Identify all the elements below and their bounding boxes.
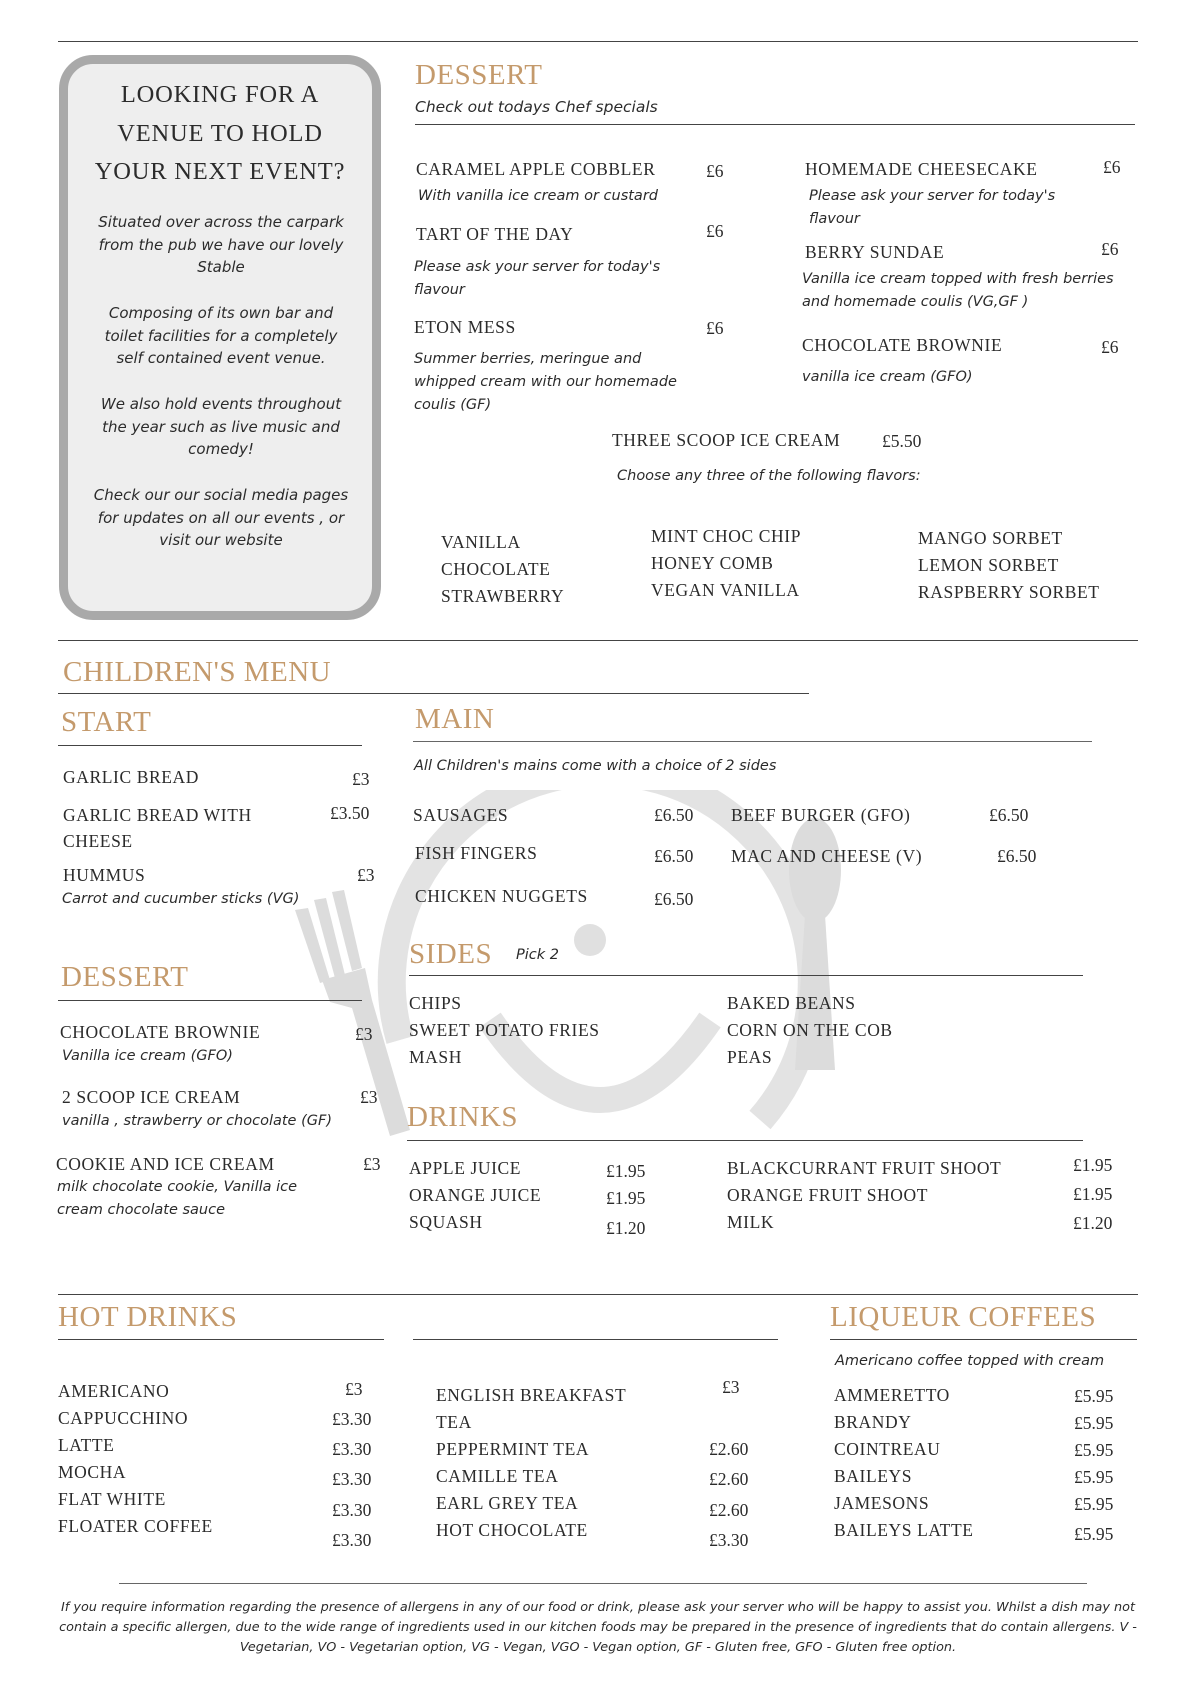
coffee-price: £3.30	[332, 1439, 372, 1459]
menu-item-name: FISH FINGERS	[415, 843, 538, 863]
tea-price: £2.60	[709, 1439, 749, 1459]
menu-item-desc: Vanilla ice cream topped with fresh berries and homemade coulis (VG,GF )	[802, 271, 1114, 310]
hot-drinks-heading: HOT DRINKS	[58, 1301, 238, 1333]
menu-item-price: £3	[355, 1024, 373, 1044]
tea-price: £2.60	[709, 1469, 749, 1489]
sides-list: BAKED BEANS CORN ON THE COB PEAS	[727, 993, 893, 1067]
start-heading: START	[61, 706, 152, 738]
top-divider	[58, 41, 1138, 42]
drinks-divider	[407, 1140, 1083, 1141]
menu-item-name: MAC AND CHEESE (V)	[731, 846, 923, 866]
flavor-list: MANGO SORBET LEMON SORBET RASPBERRY SORBET	[918, 528, 1100, 602]
menu-item-price: £3.50	[330, 803, 370, 823]
menu-item-price: £6.50	[654, 805, 694, 825]
flavor-list: VANILLA CHOCOLATE STRAWBERRY	[441, 532, 565, 606]
coffee-price: £3.30	[332, 1530, 372, 1550]
menu-item-name: GARLIC BREAD	[63, 767, 200, 787]
menu-item-price: £6.50	[989, 805, 1029, 825]
childrens-menu-heading: CHILDREN'S MENU	[63, 656, 332, 688]
coffee-price: £3.30	[332, 1469, 372, 1489]
menu-item-desc: milk chocolate cookie, Vanilla ice cream chocolate sauce	[57, 1179, 298, 1218]
venue-box-paragraph: Composing of its own bar and toilet facilities for a completely self contained event venue.	[104, 304, 338, 367]
coffee-price: £3.30	[332, 1500, 372, 1520]
menu-item-name: SAUSAGES	[413, 805, 509, 825]
menu-item-name: COOKIE AND ICE CREAM	[56, 1154, 275, 1174]
liqueur-prices: £5.95 £5.95 £5.95 £5.95 £5.95 £5.95	[1074, 1386, 1114, 1544]
menu-item-name: CARAMEL APPLE COBBLER	[416, 159, 656, 179]
menu-item-price: £6	[706, 161, 724, 181]
venue-box-paragraph: Check our our social media pages for updates on all our events , or visit our website	[93, 486, 349, 549]
menu-item-price: £6.50	[654, 889, 694, 909]
childrens-dessert-heading: DESSERT	[61, 961, 189, 993]
menu-item-desc: vanilla ice cream (GFO)	[802, 369, 973, 385]
menu-item-desc: Summer berries, meringue and whipped cream with our homemade coulis (GF)	[414, 351, 677, 413]
venue-box-paragraph: Situated over across the carpark from the pub we have our lovely Stable	[98, 213, 344, 276]
sides-heading: SIDES	[409, 938, 493, 970]
liqueur-subtitle: Americano coffee topped with cream	[835, 1353, 1105, 1369]
menu-item-name: CHICKEN NUGGETS	[415, 886, 588, 906]
venue-box-title: LOOKING FOR A VENUE TO HOLD YOUR NEXT EVENT?	[94, 81, 346, 185]
menu-item-price: £6.50	[997, 846, 1037, 866]
sides-list: CHIPS SWEET POTATO FRIES MASH	[409, 993, 600, 1067]
tea-divider	[413, 1339, 778, 1340]
menu-item-price: £6	[1103, 157, 1121, 177]
childrens-divider	[58, 693, 809, 694]
footer-divider	[119, 1583, 1087, 1584]
tea-price: £3	[722, 1377, 740, 1397]
flavor-list: MINT CHOC CHIP HONEY COMB VEGAN VANILLA	[651, 526, 802, 600]
dessert-subtitle: Check out todays Chef specials	[415, 98, 658, 116]
menu-item-price: £6.50	[654, 846, 694, 866]
menu-item-price: £6	[706, 318, 724, 338]
menu-item-price: £6	[1101, 239, 1119, 259]
menu-item-desc: Vanilla ice cream (GFO)	[62, 1048, 233, 1064]
liqueur-divider	[830, 1339, 1137, 1340]
menu-item-price: £3	[352, 769, 370, 789]
menu-item-name: 2 SCOOP ICE CREAM	[62, 1087, 241, 1107]
tea-price: £2.60	[709, 1500, 749, 1520]
drinks-list: APPLE JUICE ORANGE JUICE SQUASH	[409, 1158, 542, 1232]
coffee-price: £3.30	[332, 1409, 372, 1429]
main-divider	[413, 741, 1092, 742]
sides-note: Pick 2	[516, 947, 559, 963]
drinks-prices: £1.95 £1.95 £1.20	[606, 1161, 646, 1238]
menu-item-name: CHOCOLATE BROWNIE	[60, 1022, 261, 1042]
menu-item-desc: vanilla , strawberry or chocolate (GF)	[62, 1113, 332, 1129]
liqueur-heading: LIQUEUR COFFEES	[830, 1301, 1097, 1333]
menu-item-price: £3	[357, 865, 375, 885]
liqueur-list: AMMERETTO BRANDY COINTREAU BAILEYS JAMESONS BAILEYS LATTE	[834, 1385, 974, 1540]
main-heading: MAIN	[415, 703, 495, 735]
ice-cream-price: £5.50	[882, 431, 922, 451]
menu-item-name: HUMMUS	[63, 865, 146, 885]
hot-drinks-divider	[58, 1339, 384, 1340]
sides-divider	[409, 975, 1083, 976]
mid-divider	[58, 640, 1138, 641]
menu-item-price: £6	[706, 221, 724, 241]
venue-promo-box	[59, 55, 381, 620]
menu-item-name: BEEF BURGER (GFO)	[731, 805, 911, 825]
menu-item-name: GARLIC BREAD WITH CHEESE	[63, 805, 252, 851]
menu-item-desc: Please ask your server for today's flavour	[414, 259, 661, 298]
hot-drinks-top-divider	[58, 1294, 1138, 1295]
drinks-list: BLACKCURRANT FRUIT SHOOT ORANGE FRUIT SHOOT MILK	[727, 1158, 1002, 1232]
coffee-price: £3	[345, 1379, 363, 1399]
venue-box-paragraph: We also hold events throughout the year such as live music and comedy!	[100, 395, 342, 458]
allergen-footer: If you require information regarding the presence of allergens in any of our food or drink, please ask your server who will be happy to assist you. Whilst a dish may not contain a specific allergen, due to the wide range of ingredients used in our kitchen foods may be prepared in the presence of ingredients that do contain allergens. V - Vegetarian, VO - Vegetarian option, VG - Vegan, VGO - Vegan option, GF - Gluten free, GFO - Gluten free option.	[59, 1600, 1137, 1655]
menu-item-desc: Please ask your server for today's flavour	[809, 188, 1056, 227]
menu-item-desc: With vanilla ice cream or custard	[418, 188, 658, 204]
menu-item-name: HOMEMADE CHEESECAKE	[805, 159, 1038, 179]
menu-item-name: ETON MESS	[414, 317, 516, 337]
drinks-prices: £1.95 £1.95 £1.20	[1073, 1155, 1113, 1233]
start-divider	[58, 745, 362, 746]
tea-price: £3.30	[709, 1530, 749, 1550]
tea-list: ENGLISH BREAKFAST TEA PEPPERMINT TEA CAMILLE TEA EARL GREY TEA HOT CHOCOLATE	[436, 1385, 627, 1540]
menu-item-price: £6	[1101, 337, 1119, 357]
ice-cream-name: THREE SCOOP ICE CREAM	[612, 430, 841, 450]
dessert-divider	[415, 124, 1135, 125]
dessert-heading: DESSERT	[415, 59, 543, 91]
main-subtitle: All Children's mains come with a choice of 2 sides	[414, 758, 777, 774]
drinks-heading: DRINKS	[407, 1101, 518, 1133]
menu-item-name: TART OF THE DAY	[416, 224, 574, 244]
menu-item-name: CHOCOLATE BROWNIE	[802, 335, 1003, 355]
ice-cream-desc: Choose any three of the following flavors:	[617, 468, 921, 484]
menu-item-price: £3	[363, 1154, 381, 1174]
menu-item-desc: Carrot and cucumber sticks (VG)	[62, 891, 300, 907]
childrens-dessert-divider	[58, 1000, 362, 1001]
coffee-list: AMERICANO CAPPUCCHINO LATTE MOCHA FLAT WHITE FLOATER COFFEE	[58, 1381, 213, 1536]
menu-item-name: BERRY SUNDAE	[805, 242, 945, 262]
menu-item-price: £3	[360, 1087, 378, 1107]
